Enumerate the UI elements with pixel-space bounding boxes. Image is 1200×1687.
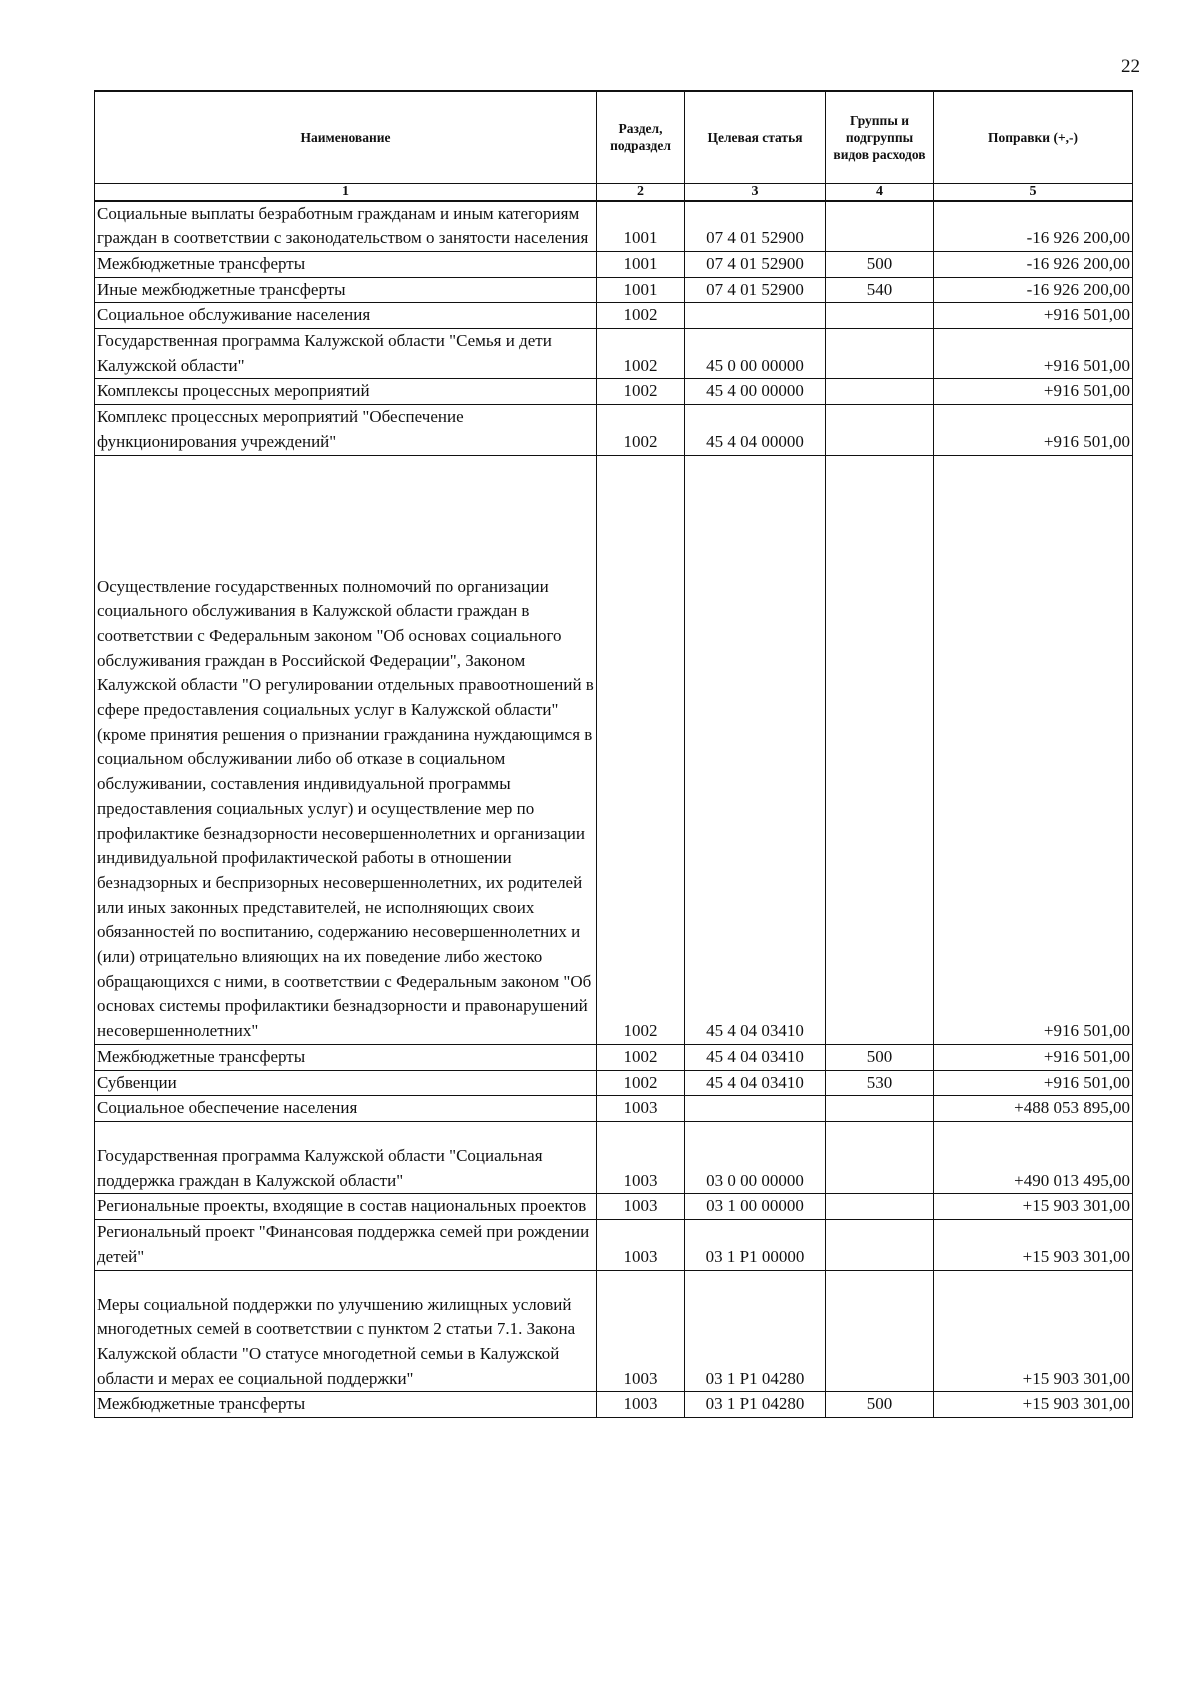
row-name: Социальное обслуживание населения	[95, 303, 597, 329]
row-amount: -16 926 200,00	[934, 201, 1133, 252]
row-amount: +15 903 301,00	[934, 1392, 1133, 1418]
row-name: Комплексы процессных мероприятий	[95, 379, 597, 405]
row-amount: +15 903 301,00	[934, 1220, 1133, 1270]
row-name: Государственная программа Калужской области "Социальная поддержка граждан в Калужской области"	[97, 1146, 543, 1190]
table-row	[95, 1096, 1133, 1122]
row-name: Межбюджетные трансферты	[95, 251, 597, 277]
row-section: 1002	[597, 1044, 685, 1070]
page-number: 22	[1121, 56, 1140, 77]
row-amount: +916 501,00	[934, 1044, 1133, 1070]
table-row	[95, 1044, 1133, 1070]
row-name: Социальные выплаты безработным гражданам и иным категориям граждан в соответствии с законодательством о занятости населения	[95, 201, 597, 252]
row-target: 45 4 04 03410	[685, 1070, 826, 1096]
row-amount: +490 013 495,00	[934, 1122, 1133, 1194]
row-section: 1003	[597, 1220, 685, 1270]
row-amount: -16 926 200,00	[934, 277, 1133, 303]
row-name: Региональные проекты, входящие в состав национальных проектов	[95, 1194, 597, 1220]
row-name-cell	[95, 1122, 597, 1194]
row-section: 1003	[597, 1270, 685, 1392]
row-name: Осуществление государственных полномочий по организации социального обслуживания в Калужской области граждан в соответствии с Федеральным законом "Об основах социального обслуживания граждан в Российской Федерации", Законом Калужской области "О регулировании отдельных правоотношений в сфере предоставления социальных услуг в Калужской области" (кроме принятия решения о признании гражданина нуждающимся в социальном обслуживании либо об отказе в социальном обслуживании, составления индивидуальной программы предоставления социальных услуг) и осуществление мер по профилактике безнадзорности несовершеннолетних и организации индивидуальной профилактической работы в отношении безнадзорных и беспризорных несовершеннолетних, их родителей или иных законных представителей, не исполняющих своих обязанностей по воспитанию, содержанию несовершеннолетних и (или) отрицательно влияющих на их поведение либо жестоко обращающихся с ними, в соответствии с Федеральным законом "Об основах системы профилактики безнадзорности и правонарушений несовершеннолетних"	[97, 576, 594, 1041]
row-target: 07 4 01 52900	[685, 201, 826, 252]
table-header-row	[95, 91, 1133, 183]
row-name-cell	[95, 455, 597, 1044]
header-target: Целевая статья	[685, 91, 826, 183]
row-name: Иные межбюджетные трансферты	[95, 277, 597, 303]
table-row	[95, 1070, 1133, 1096]
column-number: 4	[826, 183, 934, 201]
row-target	[685, 303, 826, 329]
row-section: 1001	[597, 201, 685, 252]
row-group: 500	[826, 251, 934, 277]
row-amount: +916 501,00	[934, 1070, 1133, 1096]
row-name: Комплекс процессных мероприятий "Обеспечение функционирования учреждений"	[95, 405, 597, 455]
row-target: 03 1 00 00000	[685, 1194, 826, 1220]
row-group	[826, 1220, 934, 1270]
table-row	[95, 201, 1133, 252]
row-amount: +916 501,00	[934, 379, 1133, 405]
row-name: Межбюджетные трансферты	[95, 1392, 597, 1418]
row-target: 45 0 00 00000	[685, 329, 826, 379]
row-name: Меры социальной поддержки по улучшению жилищных условий многодетных семей в соответствии с пунктом 2 статьи 7.1. Закона Калужской области "О статусе многодетной семьи в Калужской области и мерах ее социальной поддержки"	[97, 1294, 576, 1388]
row-amount: +488 053 895,00	[934, 1096, 1133, 1122]
row-amount: -16 926 200,00	[934, 251, 1133, 277]
row-amount: +916 501,00	[934, 329, 1133, 379]
row-section: 1003	[597, 1392, 685, 1418]
row-group	[826, 201, 934, 252]
row-section: 1002	[597, 1070, 685, 1096]
table-row	[95, 1270, 1133, 1392]
column-number: 3	[685, 183, 826, 201]
row-target: 45 4 04 03410	[685, 1044, 826, 1070]
row-amount: +15 903 301,00	[934, 1270, 1133, 1392]
table-row	[95, 1220, 1133, 1270]
row-section: 1002	[597, 379, 685, 405]
column-numbers-row	[95, 183, 1133, 201]
column-number: 2	[597, 183, 685, 201]
table-row	[95, 1194, 1133, 1220]
row-section: 1002	[597, 329, 685, 379]
row-name-cell	[95, 1270, 597, 1392]
header-name: Наименование	[95, 91, 597, 183]
row-target: 07 4 01 52900	[685, 251, 826, 277]
row-amount: +916 501,00	[934, 455, 1133, 1044]
table-row	[95, 329, 1133, 379]
row-group	[826, 455, 934, 1044]
table-row	[95, 303, 1133, 329]
table-row	[95, 1392, 1133, 1418]
table-row	[95, 1122, 1133, 1194]
row-amount: +916 501,00	[934, 303, 1133, 329]
table-row	[95, 455, 1133, 1044]
row-name: Государственная программа Калужской области "Семья и дети Калужской области"	[95, 329, 597, 379]
table-row	[95, 251, 1133, 277]
row-group	[826, 1194, 934, 1220]
column-number: 1	[95, 183, 597, 201]
row-section: 1003	[597, 1194, 685, 1220]
row-target: 03 1 P1 00000	[685, 1220, 826, 1270]
row-amount: +15 903 301,00	[934, 1194, 1133, 1220]
table-row	[95, 405, 1133, 455]
header-groups: Группы и подгруппы видов расходов	[826, 91, 934, 183]
row-name: Субвенции	[95, 1070, 597, 1096]
row-group: 530	[826, 1070, 934, 1096]
row-group	[826, 303, 934, 329]
row-group: 500	[826, 1392, 934, 1418]
row-group	[826, 329, 934, 379]
budget-amendments-table	[94, 90, 1133, 1418]
row-name: Социальное обеспечение населения	[95, 1096, 597, 1122]
row-group: 500	[826, 1044, 934, 1070]
row-section: 1001	[597, 251, 685, 277]
header-section: Раздел, подраздел	[597, 91, 685, 183]
row-name: Региональный проект "Финансовая поддержка семей при рождении детей"	[95, 1220, 597, 1270]
row-group	[826, 1122, 934, 1194]
row-group: 540	[826, 277, 934, 303]
row-target: 45 4 00 00000	[685, 379, 826, 405]
table-row	[95, 379, 1133, 405]
row-target: 03 0 00 00000	[685, 1122, 826, 1194]
column-number: 5	[934, 183, 1133, 201]
table-row	[95, 277, 1133, 303]
row-target: 03 1 P1 04280	[685, 1270, 826, 1392]
row-target: 07 4 01 52900	[685, 277, 826, 303]
row-group	[826, 405, 934, 455]
row-section: 1001	[597, 277, 685, 303]
row-group	[826, 379, 934, 405]
header-amendments: Поправки (+,-)	[934, 91, 1133, 183]
row-name: Межбюджетные трансферты	[95, 1044, 597, 1070]
row-target: 03 1 P1 04280	[685, 1392, 826, 1418]
row-target: 45 4 04 00000	[685, 405, 826, 455]
row-section: 1002	[597, 405, 685, 455]
row-section: 1002	[597, 303, 685, 329]
row-target: 45 4 04 03410	[685, 455, 826, 1044]
row-section: 1003	[597, 1122, 685, 1194]
row-section: 1002	[597, 455, 685, 1044]
row-target	[685, 1096, 826, 1122]
row-group	[826, 1270, 934, 1392]
row-section: 1003	[597, 1096, 685, 1122]
row-group	[826, 1096, 934, 1122]
row-amount: +916 501,00	[934, 405, 1133, 455]
